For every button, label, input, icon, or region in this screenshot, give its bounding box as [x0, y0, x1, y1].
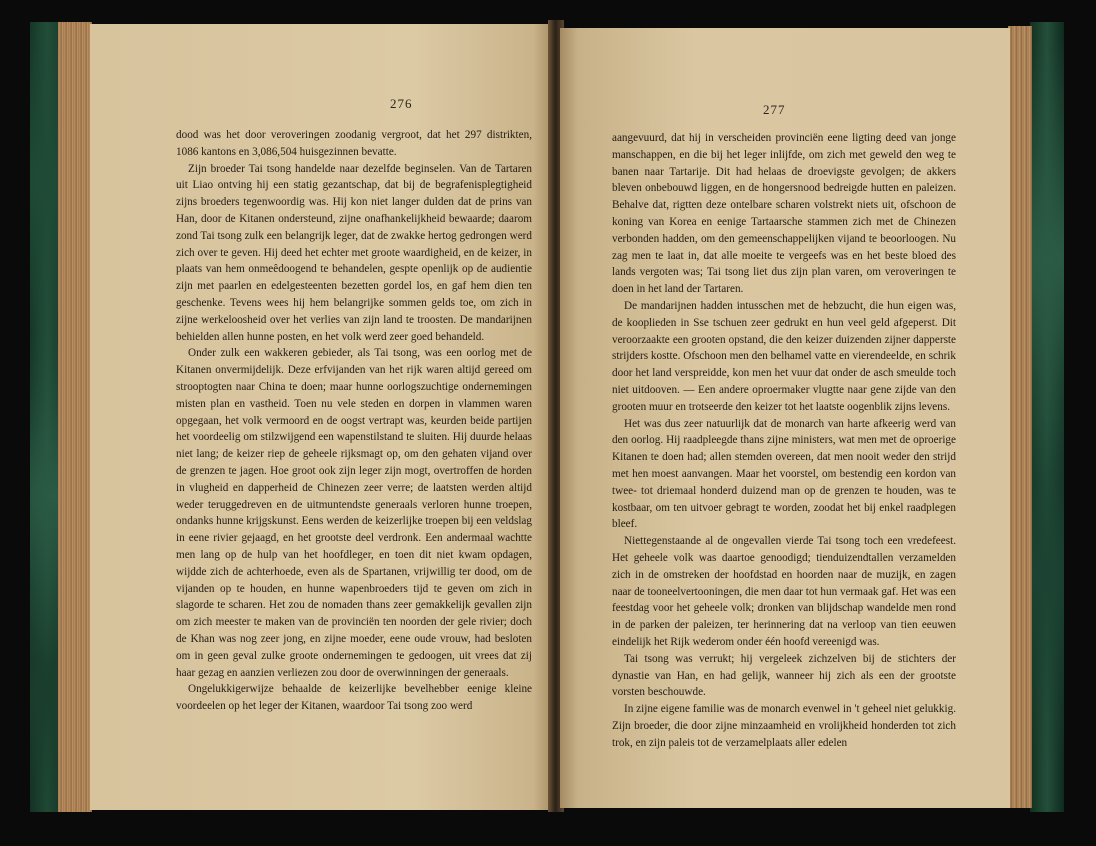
page-number: 277 — [763, 102, 786, 117]
left-page-edges — [58, 22, 92, 812]
right-cover-board — [1030, 22, 1064, 812]
paragraph: aangevuurd, dat hij in verscheiden provinciën eene ligting deed van jonge manschappen, en die bij het leger inlijfde, om zich met geweld den weg te banen naar Tartarije. Dit had helaas de droevigste gevolgen; de akkers bleven onbebouwd liggen, en de hongersnood bedreigde hutten en paleizen. Behalve dat, rigtten deze ontelbare scharen volstrekt niets uit, ofschoon de koning van Korea en eenige Tartaarsche stammen zich met de Chinezen verbonden hadden, om den gemeenschappelijken vijand te beoorloogen. Nu zag men te laat in, dat alle moeite te vergeefs was en het beste bloed des lands vergoten was; Tai tsong liet dus zijn plan varen, om veroveringen te doen in het land der Tartaren. — [612, 132, 956, 296]
paragraph: Het was dus zeer natuurlijk dat de monarch van harte afkeerig werd van den oorlog. Hij raadpleegde thans zijne ministers, wat men met de oproerige Kitanen te doen had; allen stemden overeen, dat men nooit weder den strijd met hen moest aanvangen. Maar het voorstel, om bestendig een kordon van twee- tot driemaal honderd duizend man op de grenzen te houden, was te kostbaar, om ten uitvoer gebragt te worden, zoodat het bij enkel raadplegen bleef. — [612, 417, 956, 531]
page-number: 276 — [390, 96, 413, 111]
paragraph: Ongelukkigerwijze behaalde de keizerlijke bevelhebber eenige kleine voordeelen op het leger der Kitanen, waardoor Tai tsong zoo werd — [176, 683, 532, 713]
right-page-edges — [1008, 26, 1032, 808]
left-page — [90, 24, 552, 810]
paragraph: Niettegenstaande al de ongevallen vierde Tai tsong toch een vredefeest. Het geheele volk was daartoe genoodigd; tienduizendtallen verzamelden zich in de omstreken der hoofdstad en hoorden naar de muzijk, en zagen naar de tooneelvertooningen, die men daar tot hun vermaak gaf. Het was een feestdag voor het geheele volk; dronken van blijdschap wandelde men rond in de parken der paleizen, ter herinnering dat na verloop van tien eeuwen eindelijk het Rijk wederom onder één hoofd vereenigd was. — [612, 535, 956, 648]
right-page — [560, 28, 1010, 808]
paragraph: Onder zulk een wakkeren gebieder, als Tai tsong, was een oorlog met de Kitanen onvermijdelijk. Deze erfvijanden van het rijk waren altijd gereed om strooptogten naar China te doen; maar hunne oorlogszuchtige ondernemingen misten plan en vastheid. Toen nu vele steden en dorpen in vlammen waren opgegaan, het volk vermoord en de oogst vertrapt was, keurden beide partijen het voordeelig om stilzwijgend een wapenstilstand te sluiten. Hij duurde helaas niet lang; de keizer riep de geheele rijksmagt op, om den gehaten vijand over de grenzen te jagen. Hoe groot ook zijn leger zijn mogt, overtroffen de horden in vlugheid en dapperheid de Chinezen zeer verre; de laatsten werden altijd weder teruggedreven en de uitmuntendste generaals verloren hunne troepen, ondanks hunne krijgskunst. Eens werden de keizerlijke troepen bij een veldslag in eene rivier gejaagd, en het grootste deel verdronk. Een andermaal wachtte men lang op de hulp van het hoofdleger, en toen dit niet kwam opdagen, wijdde zich de achterhoede, even als de Spartanen, vrijwillig ter dood, om de vijanden op te houden, en hunne wapenbroeders tijd te geven om zich in slagorde te scharen. Het zou de nomaden thans zeer gemakkelijk gevallen zijn om zich meester te maken van de provinciën ten noorden der gele rivier; doch de Khan was nog zeer jong, en zijne moeder, eene oude vrouw, had besloten om in geen geval zulke groote ondernemingen te gedoogen, uit vrees dat zij haar gezag en aanzien verliezen zou door de overwinningen der generaals. — [176, 347, 532, 679]
page-body — [176, 127, 532, 715]
paragraph: In zijne eigene familie was de monarch evenwel in 't geheel niet gelukkig. Zijn broeder, die door zijne minzaamheid en vrolijkheid honderden tot zich trok, en zijn paleis tot de verzamelplaats aller edelen — [612, 703, 956, 749]
paragraph: Zijn broeder Tai tsong handelde naar dezelfde beginselen. Van de Tartaren uit Liao ontving hij een statig gezantschap, dat bij de begrafenisplegtigheid zijns broeders tegenwoordig was. Hij kon niet langer dulden dat de prins van Han, door de Kitanen ondersteund, zijne onafhankelijkheid bewaarde; daarom zond Tai tsong zulk een belangrijk leger, dat de zwakke hertog gedrongen werd zich over te geven. Hij deed het echter met groote waardigheid, en de keizer, in plaats van hem onmeêdoogend te behandelen, gespte openlijk op de audientie zijn met paarlen en edelgesteenten bezetten gordel los, en gaf hem dien ten geschenke. Tevens wees hij hem belangrijke sommen gelds toe, om zich in zijne werkeloosheid over het verlies van zijn land te troosten. De mandarijnen behielden allen hunne posten, en het volk werd zeer goed behandeld. — [176, 162, 532, 343]
paragraph: dood was het door veroveringen zoodanig vergroot, dat het 297 distrikten, 1086 kantons en 3,086,504 huisgezinnen bevatte. — [176, 129, 532, 158]
paragraph: Tai tsong was verrukt; hij vergeleek zichzelven bij de stichters der dynastie van Han, en had gelijk, wanneer hij zich als een der grootste vorsten beschouwde. — [612, 652, 956, 699]
page-body — [612, 130, 956, 751]
paragraph: De mandarijnen hadden intusschen met de hebzucht, die hun eigen was, de kooplieden in Sse tschuen zeer gedrukt en hun veel geld afgeperst. Dit veroorzaakte een grooten opstand, die den keizer duizenden zijner dapperste strijders kostte. Ofschoon men den belhamel vatte en vierendeelde, en schrik door het land verspreidde, kon men het vuur dat onder de asch smeulde toch niet uitdooven. — Een andere oproermaker vlugtte naar gene zijde van den grooten muur en trotseerde den keizer tot het laatste oogenblik zijns levens. — [612, 299, 956, 413]
